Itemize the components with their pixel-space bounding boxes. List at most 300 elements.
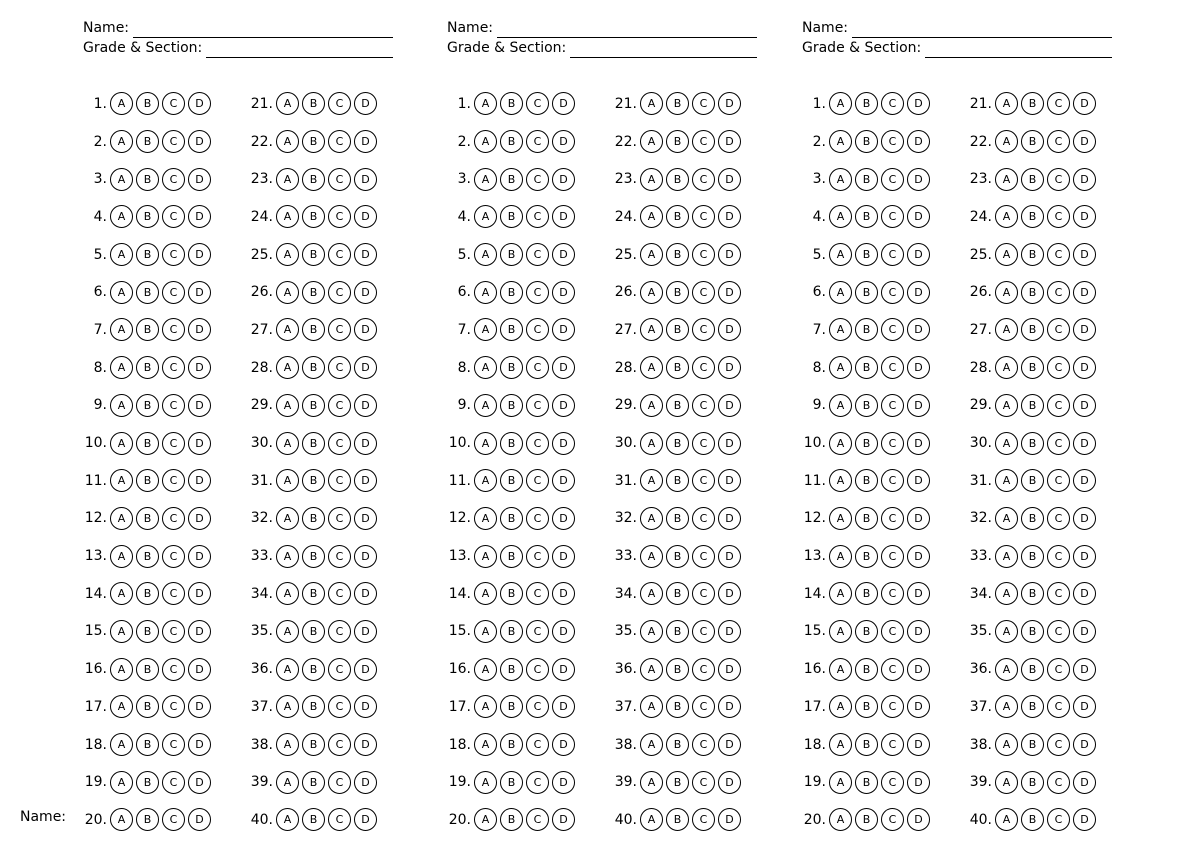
answer-bubble-c[interactable]: C <box>328 432 351 455</box>
answer-bubble-b[interactable]: B <box>302 130 325 153</box>
answer-bubble-b[interactable]: B <box>302 658 325 681</box>
answer-bubble-b[interactable]: B <box>1021 469 1044 492</box>
answer-bubble-c[interactable]: C <box>1047 394 1070 417</box>
answer-bubble-b[interactable]: B <box>855 771 878 794</box>
answer-bubble-b[interactable]: B <box>302 356 325 379</box>
answer-bubble-b[interactable]: B <box>302 507 325 530</box>
answer-bubble-b[interactable]: B <box>855 432 878 455</box>
answer-bubble-b[interactable]: B <box>855 394 878 417</box>
answer-bubble-c[interactable]: C <box>692 168 715 191</box>
answer-bubble-b[interactable]: B <box>136 733 159 756</box>
answer-bubble-b[interactable]: B <box>136 318 159 341</box>
answer-bubble-c[interactable]: C <box>692 658 715 681</box>
answer-bubble-b[interactable]: B <box>302 469 325 492</box>
answer-bubble-d[interactable]: D <box>718 620 741 643</box>
answer-bubble-b[interactable]: B <box>302 695 325 718</box>
answer-bubble-a[interactable]: A <box>110 545 133 568</box>
answer-bubble-d[interactable]: D <box>188 92 211 115</box>
name-blank[interactable] <box>852 23 1112 38</box>
answer-bubble-d[interactable]: D <box>907 394 930 417</box>
answer-bubble-d[interactable]: D <box>718 545 741 568</box>
answer-bubble-b[interactable]: B <box>666 771 689 794</box>
answer-bubble-c[interactable]: C <box>328 771 351 794</box>
answer-bubble-a[interactable]: A <box>110 318 133 341</box>
answer-bubble-d[interactable]: D <box>907 318 930 341</box>
answer-bubble-d[interactable]: D <box>907 733 930 756</box>
answer-bubble-d[interactable]: D <box>1073 318 1096 341</box>
answer-bubble-c[interactable]: C <box>526 394 549 417</box>
answer-bubble-d[interactable]: D <box>552 658 575 681</box>
answer-bubble-d[interactable]: D <box>1073 168 1096 191</box>
answer-bubble-c[interactable]: C <box>162 356 185 379</box>
answer-bubble-b[interactable]: B <box>1021 507 1044 530</box>
answer-bubble-d[interactable]: D <box>188 205 211 228</box>
answer-bubble-d[interactable]: D <box>188 432 211 455</box>
answer-bubble-a[interactable]: A <box>474 808 497 831</box>
answer-bubble-b[interactable]: B <box>500 432 523 455</box>
answer-bubble-a[interactable]: A <box>829 281 852 304</box>
answer-bubble-c[interactable]: C <box>1047 281 1070 304</box>
answer-bubble-a[interactable]: A <box>995 620 1018 643</box>
answer-bubble-d[interactable]: D <box>354 582 377 605</box>
answer-bubble-b[interactable]: B <box>855 92 878 115</box>
answer-bubble-c[interactable]: C <box>881 695 904 718</box>
answer-bubble-d[interactable]: D <box>1073 243 1096 266</box>
answer-bubble-c[interactable]: C <box>1047 620 1070 643</box>
answer-bubble-a[interactable]: A <box>640 243 663 266</box>
answer-bubble-a[interactable]: A <box>995 243 1018 266</box>
answer-bubble-a[interactable]: A <box>640 318 663 341</box>
answer-bubble-a[interactable]: A <box>995 205 1018 228</box>
answer-bubble-a[interactable]: A <box>474 620 497 643</box>
answer-bubble-b[interactable]: B <box>1021 620 1044 643</box>
answer-bubble-b[interactable]: B <box>302 205 325 228</box>
answer-bubble-c[interactable]: C <box>328 394 351 417</box>
answer-bubble-b[interactable]: B <box>666 92 689 115</box>
answer-bubble-b[interactable]: B <box>500 771 523 794</box>
answer-bubble-a[interactable]: A <box>995 545 1018 568</box>
answer-bubble-d[interactable]: D <box>718 281 741 304</box>
answer-bubble-a[interactable]: A <box>110 205 133 228</box>
answer-bubble-a[interactable]: A <box>110 130 133 153</box>
answer-bubble-b[interactable]: B <box>136 771 159 794</box>
answer-bubble-b[interactable]: B <box>136 394 159 417</box>
answer-bubble-b[interactable]: B <box>136 582 159 605</box>
answer-bubble-d[interactable]: D <box>188 168 211 191</box>
answer-bubble-a[interactable]: A <box>829 771 852 794</box>
answer-bubble-d[interactable]: D <box>1073 281 1096 304</box>
answer-bubble-a[interactable]: A <box>110 582 133 605</box>
answer-bubble-b[interactable]: B <box>136 620 159 643</box>
answer-bubble-b[interactable]: B <box>666 356 689 379</box>
answer-bubble-b[interactable]: B <box>1021 582 1044 605</box>
answer-bubble-a[interactable]: A <box>640 168 663 191</box>
answer-bubble-c[interactable]: C <box>162 130 185 153</box>
answer-bubble-d[interactable]: D <box>718 582 741 605</box>
answer-bubble-b[interactable]: B <box>1021 318 1044 341</box>
answer-bubble-c[interactable]: C <box>692 507 715 530</box>
answer-bubble-b[interactable]: B <box>666 695 689 718</box>
answer-bubble-a[interactable]: A <box>474 356 497 379</box>
answer-bubble-a[interactable]: A <box>276 695 299 718</box>
answer-bubble-a[interactable]: A <box>276 281 299 304</box>
answer-bubble-a[interactable]: A <box>640 205 663 228</box>
answer-bubble-c[interactable]: C <box>162 582 185 605</box>
answer-bubble-b[interactable]: B <box>1021 130 1044 153</box>
answer-bubble-d[interactable]: D <box>188 318 211 341</box>
answer-bubble-d[interactable]: D <box>552 620 575 643</box>
answer-bubble-a[interactable]: A <box>276 205 299 228</box>
answer-bubble-d[interactable]: D <box>552 243 575 266</box>
answer-bubble-b[interactable]: B <box>666 808 689 831</box>
answer-bubble-d[interactable]: D <box>718 658 741 681</box>
answer-bubble-d[interactable]: D <box>552 469 575 492</box>
answer-bubble-a[interactable]: A <box>110 243 133 266</box>
answer-bubble-c[interactable]: C <box>881 582 904 605</box>
answer-bubble-c[interactable]: C <box>526 695 549 718</box>
answer-bubble-c[interactable]: C <box>1047 733 1070 756</box>
answer-bubble-c[interactable]: C <box>692 733 715 756</box>
answer-bubble-b[interactable]: B <box>1021 771 1044 794</box>
answer-bubble-d[interactable]: D <box>907 695 930 718</box>
answer-bubble-b[interactable]: B <box>666 507 689 530</box>
answer-bubble-d[interactable]: D <box>907 469 930 492</box>
answer-bubble-c[interactable]: C <box>1047 808 1070 831</box>
answer-bubble-c[interactable]: C <box>162 92 185 115</box>
answer-bubble-b[interactable]: B <box>666 205 689 228</box>
answer-bubble-c[interactable]: C <box>881 168 904 191</box>
answer-bubble-d[interactable]: D <box>718 695 741 718</box>
answer-bubble-a[interactable]: A <box>110 432 133 455</box>
answer-bubble-c[interactable]: C <box>692 808 715 831</box>
answer-bubble-a[interactable]: A <box>110 733 133 756</box>
answer-bubble-d[interactable]: D <box>552 771 575 794</box>
answer-bubble-b[interactable]: B <box>500 545 523 568</box>
answer-bubble-c[interactable]: C <box>1047 92 1070 115</box>
answer-bubble-a[interactable]: A <box>995 92 1018 115</box>
answer-bubble-a[interactable]: A <box>829 205 852 228</box>
answer-bubble-b[interactable]: B <box>302 243 325 266</box>
answer-bubble-d[interactable]: D <box>354 658 377 681</box>
answer-bubble-a[interactable]: A <box>829 318 852 341</box>
answer-bubble-a[interactable]: A <box>276 356 299 379</box>
answer-bubble-a[interactable]: A <box>829 432 852 455</box>
answer-bubble-c[interactable]: C <box>162 771 185 794</box>
answer-bubble-a[interactable]: A <box>276 92 299 115</box>
answer-bubble-c[interactable]: C <box>328 168 351 191</box>
answer-bubble-d[interactable]: D <box>188 733 211 756</box>
answer-bubble-d[interactable]: D <box>1073 394 1096 417</box>
answer-bubble-d[interactable]: D <box>552 695 575 718</box>
answer-bubble-a[interactable]: A <box>276 243 299 266</box>
answer-bubble-b[interactable]: B <box>136 130 159 153</box>
answer-bubble-b[interactable]: B <box>855 658 878 681</box>
answer-bubble-d[interactable]: D <box>718 394 741 417</box>
answer-bubble-c[interactable]: C <box>328 545 351 568</box>
answer-bubble-d[interactable]: D <box>718 808 741 831</box>
answer-bubble-c[interactable]: C <box>881 92 904 115</box>
answer-bubble-a[interactable]: A <box>829 356 852 379</box>
answer-bubble-a[interactable]: A <box>995 432 1018 455</box>
answer-bubble-c[interactable]: C <box>692 394 715 417</box>
answer-bubble-a[interactable]: A <box>276 432 299 455</box>
answer-bubble-c[interactable]: C <box>881 469 904 492</box>
answer-bubble-b[interactable]: B <box>302 545 325 568</box>
answer-bubble-c[interactable]: C <box>692 92 715 115</box>
answer-bubble-c[interactable]: C <box>328 733 351 756</box>
answer-bubble-c[interactable]: C <box>692 205 715 228</box>
answer-bubble-a[interactable]: A <box>474 130 497 153</box>
answer-bubble-b[interactable]: B <box>1021 394 1044 417</box>
answer-bubble-d[interactable]: D <box>552 168 575 191</box>
answer-bubble-d[interactable]: D <box>552 356 575 379</box>
answer-bubble-c[interactable]: C <box>526 281 549 304</box>
answer-bubble-b[interactable]: B <box>302 582 325 605</box>
answer-bubble-a[interactable]: A <box>995 582 1018 605</box>
answer-bubble-b[interactable]: B <box>666 130 689 153</box>
answer-bubble-a[interactable]: A <box>640 281 663 304</box>
answer-bubble-a[interactable]: A <box>474 658 497 681</box>
answer-bubble-c[interactable]: C <box>881 545 904 568</box>
answer-bubble-c[interactable]: C <box>692 356 715 379</box>
answer-bubble-c[interactable]: C <box>881 205 904 228</box>
answer-bubble-a[interactable]: A <box>474 281 497 304</box>
answer-bubble-d[interactable]: D <box>188 130 211 153</box>
answer-bubble-a[interactable]: A <box>829 168 852 191</box>
answer-bubble-b[interactable]: B <box>302 733 325 756</box>
answer-bubble-a[interactable]: A <box>110 168 133 191</box>
answer-bubble-b[interactable]: B <box>136 695 159 718</box>
answer-bubble-d[interactable]: D <box>1073 658 1096 681</box>
answer-bubble-a[interactable]: A <box>474 243 497 266</box>
answer-bubble-a[interactable]: A <box>829 695 852 718</box>
answer-bubble-c[interactable]: C <box>881 733 904 756</box>
answer-bubble-c[interactable]: C <box>328 695 351 718</box>
answer-bubble-d[interactable]: D <box>188 620 211 643</box>
answer-bubble-b[interactable]: B <box>136 205 159 228</box>
answer-bubble-a[interactable]: A <box>640 771 663 794</box>
answer-bubble-a[interactable]: A <box>829 733 852 756</box>
answer-bubble-b[interactable]: B <box>136 92 159 115</box>
answer-bubble-d[interactable]: D <box>354 733 377 756</box>
answer-bubble-d[interactable]: D <box>718 771 741 794</box>
name-blank[interactable] <box>133 23 393 38</box>
answer-bubble-d[interactable]: D <box>188 243 211 266</box>
answer-bubble-a[interactable]: A <box>995 356 1018 379</box>
answer-bubble-d[interactable]: D <box>552 130 575 153</box>
answer-bubble-b[interactable]: B <box>302 92 325 115</box>
answer-bubble-b[interactable]: B <box>500 243 523 266</box>
answer-bubble-b[interactable]: B <box>500 469 523 492</box>
answer-bubble-c[interactable]: C <box>162 243 185 266</box>
answer-bubble-a[interactable]: A <box>640 356 663 379</box>
answer-bubble-d[interactable]: D <box>1073 507 1096 530</box>
answer-bubble-b[interactable]: B <box>136 808 159 831</box>
answer-bubble-d[interactable]: D <box>552 394 575 417</box>
answer-bubble-a[interactable]: A <box>640 733 663 756</box>
answer-bubble-c[interactable]: C <box>162 394 185 417</box>
answer-bubble-d[interactable]: D <box>354 620 377 643</box>
answer-bubble-a[interactable]: A <box>640 92 663 115</box>
answer-bubble-a[interactable]: A <box>995 658 1018 681</box>
answer-bubble-d[interactable]: D <box>552 318 575 341</box>
answer-bubble-b[interactable]: B <box>855 695 878 718</box>
answer-bubble-c[interactable]: C <box>526 432 549 455</box>
answer-bubble-c[interactable]: C <box>328 281 351 304</box>
answer-bubble-a[interactable]: A <box>640 582 663 605</box>
answer-bubble-d[interactable]: D <box>1073 432 1096 455</box>
answer-bubble-a[interactable]: A <box>829 658 852 681</box>
answer-bubble-a[interactable]: A <box>276 318 299 341</box>
answer-bubble-c[interactable]: C <box>328 658 351 681</box>
answer-bubble-c[interactable]: C <box>328 808 351 831</box>
answer-bubble-b[interactable]: B <box>666 733 689 756</box>
answer-bubble-d[interactable]: D <box>718 432 741 455</box>
answer-bubble-a[interactable]: A <box>829 620 852 643</box>
answer-bubble-a[interactable]: A <box>110 356 133 379</box>
answer-bubble-b[interactable]: B <box>302 808 325 831</box>
answer-bubble-d[interactable]: D <box>907 281 930 304</box>
answer-bubble-a[interactable]: A <box>829 243 852 266</box>
answer-bubble-b[interactable]: B <box>136 243 159 266</box>
answer-bubble-d[interactable]: D <box>907 507 930 530</box>
answer-bubble-b[interactable]: B <box>500 318 523 341</box>
answer-bubble-a[interactable]: A <box>276 620 299 643</box>
answer-bubble-b[interactable]: B <box>302 771 325 794</box>
answer-bubble-d[interactable]: D <box>907 243 930 266</box>
answer-bubble-b[interactable]: B <box>855 469 878 492</box>
answer-bubble-d[interactable]: D <box>552 205 575 228</box>
answer-bubble-d[interactable]: D <box>354 394 377 417</box>
answer-bubble-c[interactable]: C <box>162 432 185 455</box>
answer-bubble-d[interactable]: D <box>552 92 575 115</box>
answer-bubble-c[interactable]: C <box>328 130 351 153</box>
answer-bubble-b[interactable]: B <box>302 318 325 341</box>
answer-bubble-b[interactable]: B <box>1021 545 1044 568</box>
answer-bubble-b[interactable]: B <box>855 733 878 756</box>
answer-bubble-d[interactable]: D <box>1073 582 1096 605</box>
grade-section-blank[interactable] <box>925 43 1112 58</box>
answer-bubble-c[interactable]: C <box>526 507 549 530</box>
answer-bubble-d[interactable]: D <box>354 92 377 115</box>
answer-bubble-d[interactable]: D <box>354 281 377 304</box>
answer-bubble-b[interactable]: B <box>855 507 878 530</box>
answer-bubble-c[interactable]: C <box>328 318 351 341</box>
answer-bubble-c[interactable]: C <box>526 356 549 379</box>
answer-bubble-c[interactable]: C <box>692 620 715 643</box>
answer-bubble-b[interactable]: B <box>302 394 325 417</box>
answer-bubble-a[interactable]: A <box>474 695 497 718</box>
answer-bubble-d[interactable]: D <box>188 281 211 304</box>
answer-bubble-a[interactable]: A <box>474 394 497 417</box>
answer-bubble-c[interactable]: C <box>1047 318 1070 341</box>
answer-bubble-d[interactable]: D <box>354 545 377 568</box>
answer-bubble-c[interactable]: C <box>1047 582 1070 605</box>
answer-bubble-b[interactable]: B <box>1021 733 1044 756</box>
answer-bubble-d[interactable]: D <box>718 733 741 756</box>
answer-bubble-a[interactable]: A <box>640 695 663 718</box>
answer-bubble-b[interactable]: B <box>302 168 325 191</box>
answer-bubble-a[interactable]: A <box>995 394 1018 417</box>
answer-bubble-c[interactable]: C <box>526 130 549 153</box>
answer-bubble-b[interactable]: B <box>666 168 689 191</box>
answer-bubble-d[interactable]: D <box>718 130 741 153</box>
answer-bubble-d[interactable]: D <box>552 808 575 831</box>
answer-bubble-c[interactable]: C <box>328 507 351 530</box>
answer-bubble-b[interactable]: B <box>855 243 878 266</box>
answer-bubble-d[interactable]: D <box>188 808 211 831</box>
answer-bubble-a[interactable]: A <box>995 318 1018 341</box>
answer-bubble-a[interactable]: A <box>640 394 663 417</box>
answer-bubble-d[interactable]: D <box>907 658 930 681</box>
answer-bubble-b[interactable]: B <box>666 545 689 568</box>
answer-bubble-b[interactable]: B <box>500 808 523 831</box>
answer-bubble-d[interactable]: D <box>1073 620 1096 643</box>
answer-bubble-a[interactable]: A <box>110 658 133 681</box>
answer-bubble-b[interactable]: B <box>666 469 689 492</box>
answer-bubble-b[interactable]: B <box>666 243 689 266</box>
answer-bubble-c[interactable]: C <box>526 205 549 228</box>
answer-bubble-a[interactable]: A <box>110 394 133 417</box>
answer-bubble-b[interactable]: B <box>302 281 325 304</box>
answer-bubble-d[interactable]: D <box>188 695 211 718</box>
answer-bubble-c[interactable]: C <box>526 318 549 341</box>
answer-bubble-a[interactable]: A <box>276 582 299 605</box>
answer-bubble-d[interactable]: D <box>907 620 930 643</box>
answer-bubble-a[interactable]: A <box>276 507 299 530</box>
answer-bubble-c[interactable]: C <box>162 469 185 492</box>
answer-bubble-c[interactable]: C <box>162 168 185 191</box>
answer-bubble-a[interactable]: A <box>829 130 852 153</box>
answer-bubble-c[interactable]: C <box>328 92 351 115</box>
answer-bubble-d[interactable]: D <box>718 356 741 379</box>
answer-bubble-b[interactable]: B <box>1021 432 1044 455</box>
answer-bubble-c[interactable]: C <box>162 695 185 718</box>
answer-bubble-b[interactable]: B <box>666 281 689 304</box>
answer-bubble-a[interactable]: A <box>640 808 663 831</box>
answer-bubble-a[interactable]: A <box>276 771 299 794</box>
answer-bubble-b[interactable]: B <box>136 281 159 304</box>
answer-bubble-b[interactable]: B <box>666 432 689 455</box>
answer-bubble-c[interactable]: C <box>881 808 904 831</box>
answer-bubble-a[interactable]: A <box>474 582 497 605</box>
answer-bubble-d[interactable]: D <box>188 507 211 530</box>
answer-bubble-d[interactable]: D <box>354 469 377 492</box>
answer-bubble-c[interactable]: C <box>162 620 185 643</box>
answer-bubble-a[interactable]: A <box>995 130 1018 153</box>
answer-bubble-c[interactable]: C <box>526 243 549 266</box>
answer-bubble-d[interactable]: D <box>354 318 377 341</box>
answer-bubble-a[interactable]: A <box>640 130 663 153</box>
answer-bubble-d[interactable]: D <box>188 394 211 417</box>
answer-bubble-a[interactable]: A <box>276 545 299 568</box>
answer-bubble-b[interactable]: B <box>302 620 325 643</box>
answer-bubble-a[interactable]: A <box>110 771 133 794</box>
answer-bubble-c[interactable]: C <box>162 733 185 756</box>
answer-bubble-c[interactable]: C <box>692 545 715 568</box>
answer-bubble-b[interactable]: B <box>500 507 523 530</box>
answer-bubble-d[interactable]: D <box>907 808 930 831</box>
answer-bubble-c[interactable]: C <box>692 243 715 266</box>
answer-bubble-c[interactable]: C <box>1047 243 1070 266</box>
answer-bubble-a[interactable]: A <box>640 545 663 568</box>
answer-bubble-d[interactable]: D <box>718 205 741 228</box>
answer-bubble-b[interactable]: B <box>500 168 523 191</box>
answer-bubble-d[interactable]: D <box>1073 469 1096 492</box>
answer-bubble-b[interactable]: B <box>1021 808 1044 831</box>
name-blank[interactable] <box>497 23 757 38</box>
answer-bubble-c[interactable]: C <box>881 394 904 417</box>
